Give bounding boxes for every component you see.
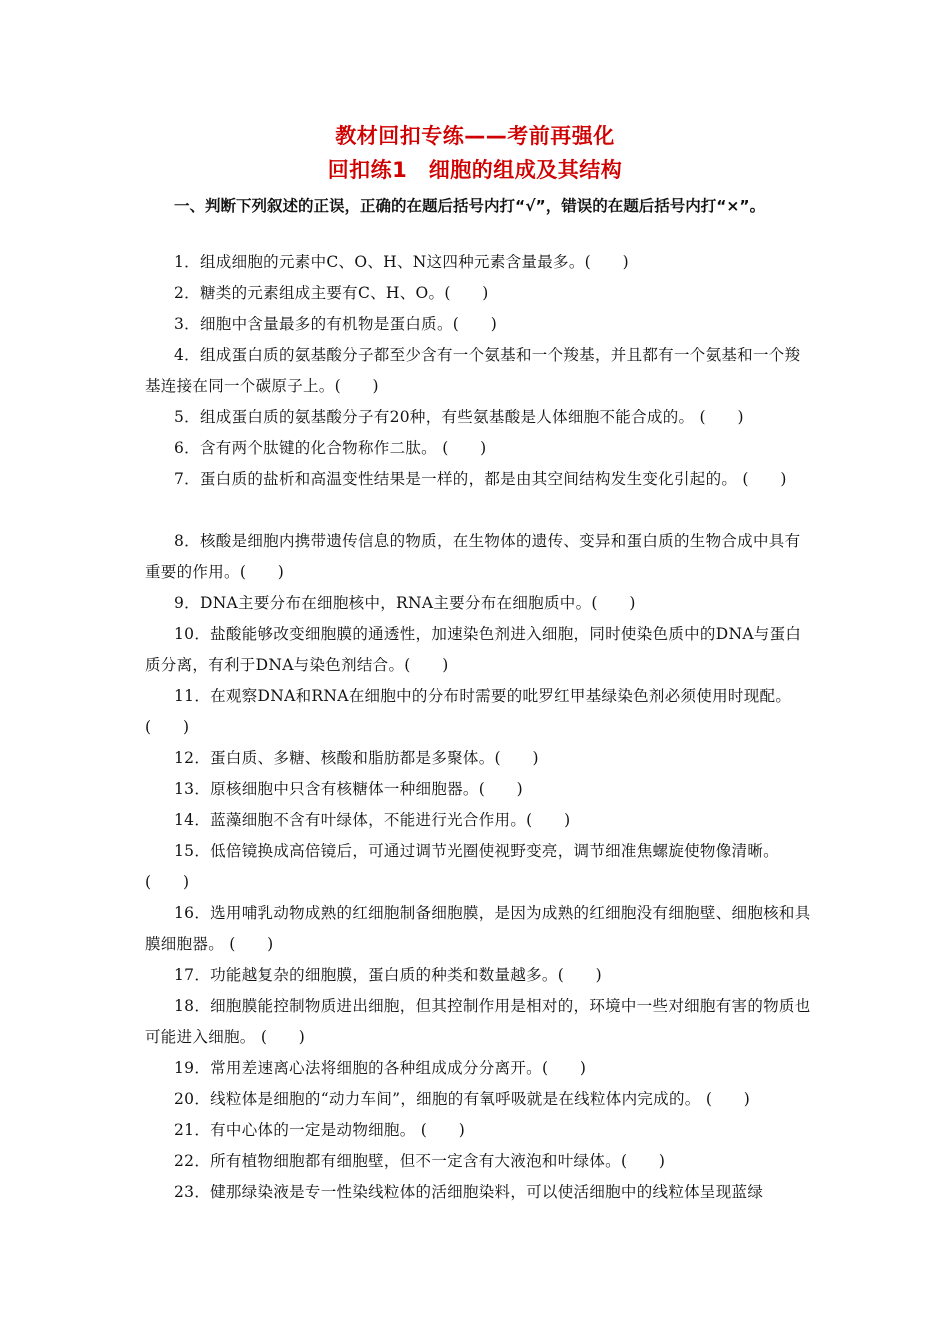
answer-blank: ( ) [452, 315, 498, 333]
question-item [145, 836, 813, 898]
question-item [145, 991, 813, 1053]
question-text: 蓝藻细胞不含有叶绿体，不能进行光合作用。 [210, 811, 527, 829]
question-item [145, 960, 813, 991]
answer-blank: ( ) [334, 377, 379, 395]
question-item [145, 774, 813, 805]
question-number: 13． [174, 780, 211, 798]
answer-blank: ( ) [620, 1152, 666, 1170]
question-text: 蛋白质的盐析和高温变性结果是一样的，都是由其空间结构发生变化引起的。 [199, 470, 743, 488]
question-item [145, 526, 813, 588]
question-number: 3． [174, 315, 200, 333]
question-item [145, 433, 813, 464]
question-text: 健那绿染液是专一性染线粒体的活细胞染料，可以使活细胞中的线粒体呈现蓝绿 [210, 1183, 764, 1201]
answer-blank: ( ) [229, 935, 274, 953]
answer-blank: ( ) [145, 873, 190, 891]
question-text: 核酸是细胞内携带遗传信息的物质，在生物体的遗传、变异和蛋白质的生物合成中具有重要的作用。 [145, 532, 801, 581]
answer-blank: ( ) [541, 1059, 587, 1077]
answer-blank: ( ) [584, 253, 629, 271]
question-text: 原核细胞中只含有核糖体一种细胞器。 [210, 780, 479, 798]
question-item [145, 1115, 813, 1146]
section-heading: 一、判断下列叙述的正误，正确的在题后括号内打“√”，错误的在题后括号内打“×”。 [174, 197, 766, 215]
question-item [145, 402, 813, 433]
question-number: 22． [174, 1152, 211, 1170]
question-text: 细胞膜能控制物质进出细胞，但其控制作用是相对的，环境中一些对细胞有害的物质也可能进入细胞。 [145, 997, 811, 1046]
question-text: 低倍镜换成高倍镜后，可通过调节光圈使视野变亮，调节细准焦螺旋使物像清晰。 [210, 842, 779, 860]
question-number: 19． [174, 1059, 211, 1077]
answer-blank: ( ) [239, 563, 285, 581]
question-text: 细胞中含量最多的有机物是蛋白质。 [199, 315, 453, 333]
question-item [145, 588, 813, 619]
question-item [145, 898, 813, 960]
question-text: 功能越复杂的细胞膜，蛋白质的种类和数量越多。 [210, 966, 558, 984]
answer-blank: ( ) [557, 966, 603, 984]
answer-blank: ( ) [420, 1121, 466, 1139]
question-item [145, 1084, 813, 1115]
answer-blank: ( ) [260, 1028, 306, 1046]
question-number: 21． [174, 1121, 211, 1139]
question-number: 10． [174, 625, 211, 643]
question-number: 5． [174, 408, 200, 426]
answer-blank: ( ) [442, 439, 487, 457]
question-text: 选用哺乳动物成熟的红细胞制备细胞膜，是因为成熟的红细胞没有细胞壁、细胞核和具膜细胞器。 [145, 904, 811, 953]
question-number: 6． [174, 439, 200, 457]
question-number: 15． [174, 842, 211, 860]
answer-blank: ( ) [526, 811, 571, 829]
question-text: 组成蛋白质的氨基酸分子都至少含有一个氨基和一个羧基，并且都有一个氨基和一个羧基连接在同一个碳原子上。 [145, 346, 801, 395]
question-text: 组成细胞的元素中C、O、H、N这四种元素含量最多。 [199, 253, 585, 271]
question-number: 18． [174, 997, 211, 1015]
question-item [145, 1146, 813, 1177]
question-item [145, 247, 813, 278]
question-text: 线粒体是细胞的“动力车间”，细胞的有氧呼吸就是在线粒体内完成的。 [210, 1090, 706, 1108]
answer-blank: ( ) [145, 718, 190, 736]
answer-blank: ( ) [742, 470, 787, 488]
question-number: 9． [174, 594, 200, 612]
question-number: 7． [174, 470, 200, 488]
question-item [145, 1177, 813, 1208]
question-text: 有中心体的一定是动物细胞。 [210, 1121, 421, 1139]
question-item [145, 278, 813, 309]
answer-blank: ( ) [404, 656, 449, 674]
question-text: 蛋白质、多糖、核酸和脂肪都是多聚体。 [210, 749, 495, 767]
question-text: 含有两个肽键的化合物称作二肽。 [199, 439, 443, 457]
question-item [145, 743, 813, 774]
question-number: 4． [174, 346, 200, 364]
answer-blank: ( ) [699, 408, 744, 426]
answer-blank: ( ) [705, 1090, 751, 1108]
answer-blank: ( ) [591, 594, 636, 612]
question-number: 14． [174, 811, 211, 829]
question-text: 在观察DNA和RNA在细胞中的分布时需要的吡罗红甲基绿染色剂必须使用时现配。 [210, 687, 792, 705]
question-text: 组成蛋白质的氨基酸分子有20种，有些氨基酸是人体细胞不能合成的。 [199, 408, 700, 426]
question-item [145, 340, 813, 402]
question-number: 16． [174, 904, 211, 922]
question-number: 20． [174, 1090, 211, 1108]
question-text: 盐酸能够改变细胞膜的通透性，加速染色剂进入细胞，同时使染色质中的DNA与蛋白质分离，有利于DNA与染色剂结合。 [145, 625, 802, 674]
question-text: 糖类的元素组成主要有C、H、O。 [199, 284, 445, 302]
question-text: DNA主要分布在细胞核中，RNA主要分布在细胞质中。 [199, 594, 592, 612]
question-text: 所有植物细胞都有细胞壁，但不一定含有大液泡和叶绿体。 [210, 1152, 621, 1170]
question-item [145, 464, 813, 495]
answer-blank: ( ) [494, 749, 539, 767]
question-item [145, 1053, 813, 1084]
document-subtitle: 回扣练1 细胞的组成及其结构 [327, 158, 623, 182]
question-item [145, 805, 813, 836]
question-number: 1． [174, 253, 200, 271]
question-text: 常用差速离心法将细胞的各种组成成分分离开。 [210, 1059, 542, 1077]
question-item [145, 619, 813, 681]
answer-blank: ( ) [478, 780, 524, 798]
question-number: 8． [174, 532, 200, 550]
document-title: 教材回扣专练——考前再强化 [335, 124, 615, 148]
answer-blank: ( ) [444, 284, 489, 302]
question-item [145, 681, 813, 743]
question-number: 12． [174, 749, 211, 767]
question-item [145, 309, 813, 340]
question-number: 17． [174, 966, 211, 984]
question-number: 11． [174, 687, 211, 705]
question-number: 23． [174, 1183, 211, 1201]
question-number: 2． [174, 284, 200, 302]
